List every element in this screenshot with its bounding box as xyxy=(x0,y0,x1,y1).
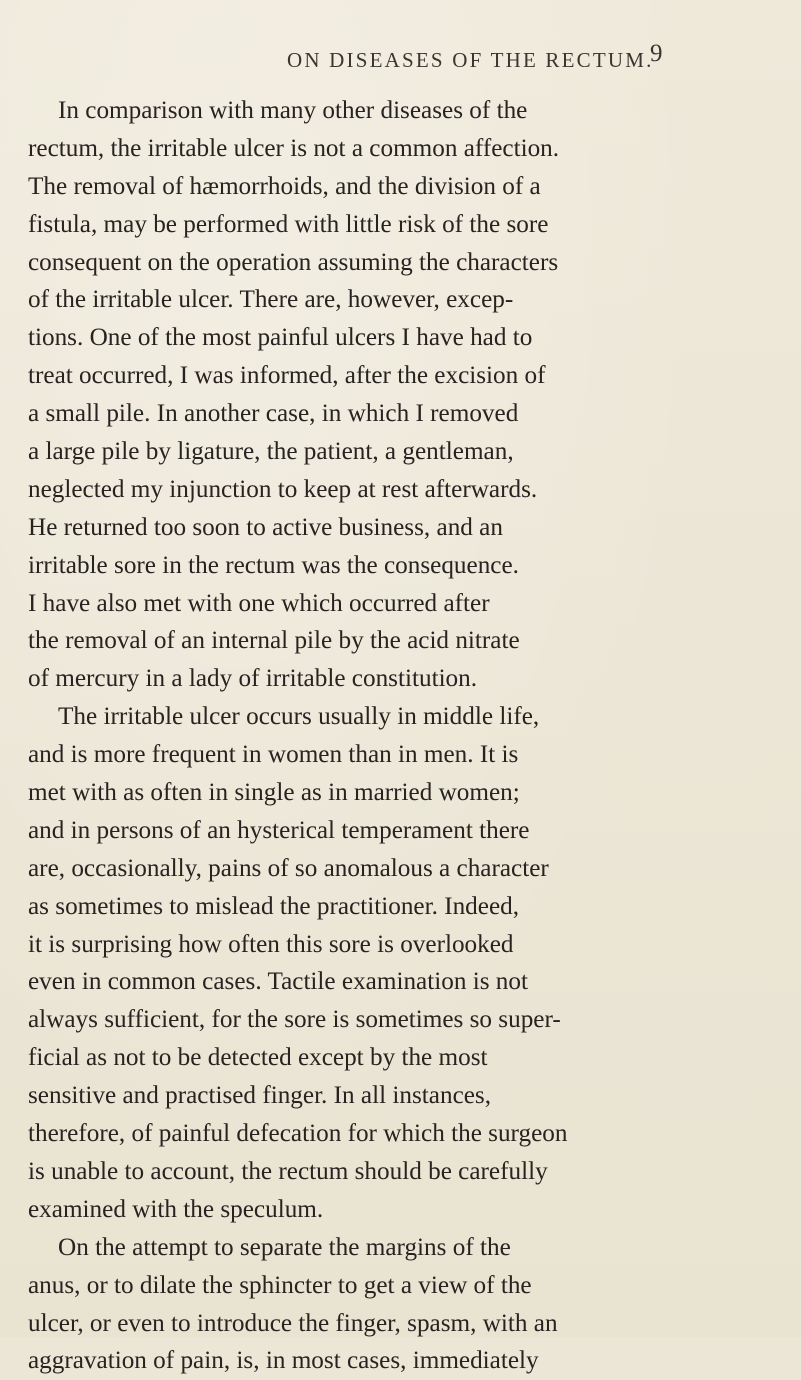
text-line: is unable to account, the rectum should be carefully xyxy=(28,1157,548,1185)
text-line: The removal of hæmorrhoids, and the division of a xyxy=(28,172,541,200)
text-line: always sufficient, for the sore is sometimes so super- xyxy=(28,1006,561,1034)
text-line: of mercury in a lady of irritable constitution. xyxy=(28,665,478,693)
text-line: neglected my injunction to keep at rest afterwards. xyxy=(28,475,538,503)
text-line: In comparison with many other diseases of the xyxy=(58,97,528,124)
text-line: The irritable ulcer occurs usually in middle life, xyxy=(58,703,540,731)
text-line: examined with the speculum. xyxy=(28,1195,324,1223)
text-line: therefore, of painful defecation for which the surgeon xyxy=(28,1120,568,1148)
text-line: the removal of an internal pile by the acid nitrate xyxy=(28,627,520,655)
text-line: sensitive and practised finger. In all instances, xyxy=(28,1082,492,1110)
text-line: irritable sore in the rectum was the consequence. xyxy=(28,551,519,579)
text-line: a large pile by ligature, the patient, a gentleman, xyxy=(28,438,514,466)
text-line: I have also met with one which occurred after xyxy=(28,589,490,617)
text-line: rectum, the irritable ulcer is not a common affection. xyxy=(28,134,560,162)
text-line: He returned too soon to active business, and an xyxy=(28,513,503,541)
text-line: aggravation of pain, is, in most cases, immediately xyxy=(28,1347,539,1375)
text-line: even in common cases. Tactile examination is not xyxy=(28,968,528,996)
text-line: as sometimes to mislead the practitioner. Indeed, xyxy=(28,892,520,920)
text-line: of the irritable ulcer. There are, however, excep- xyxy=(28,286,514,314)
text-line: tions. One of the most painful ulcers I have had to xyxy=(28,324,533,352)
text-line: a small pile. In another case, in which I removed xyxy=(28,400,519,428)
text-line: consequent on the operation assuming the characters xyxy=(28,248,559,276)
running-head: ON DISEASES OF THE RECTUM. xyxy=(287,48,654,72)
page-number: 9 xyxy=(650,40,663,67)
text-line: it is surprising how often this sore is overlooked xyxy=(28,930,514,958)
text-line: anus, or to dilate the sphincter to get a view of the xyxy=(28,1271,532,1299)
text-line: met with as often in single as in married women; xyxy=(28,779,520,807)
text-line: fistula, may be performed with little risk of the sore xyxy=(28,210,549,238)
text-line: ficial as not to be detected except by the most xyxy=(28,1044,488,1072)
text-line: treat occurred, I was informed, after the excision of xyxy=(28,362,546,390)
text-line: On the attempt to separate the margins of the xyxy=(58,1233,511,1261)
text-line: and is more frequent in women than in men. It is xyxy=(28,741,519,769)
text-line: are, occasionally, pains of so anomalous a character xyxy=(28,854,549,882)
body-text xyxy=(28,92,768,1380)
text-line: ulcer, or even to introduce the finger, spasm, with an xyxy=(28,1309,558,1337)
text-line: and in persons of an hysterical temperament there xyxy=(28,816,530,844)
